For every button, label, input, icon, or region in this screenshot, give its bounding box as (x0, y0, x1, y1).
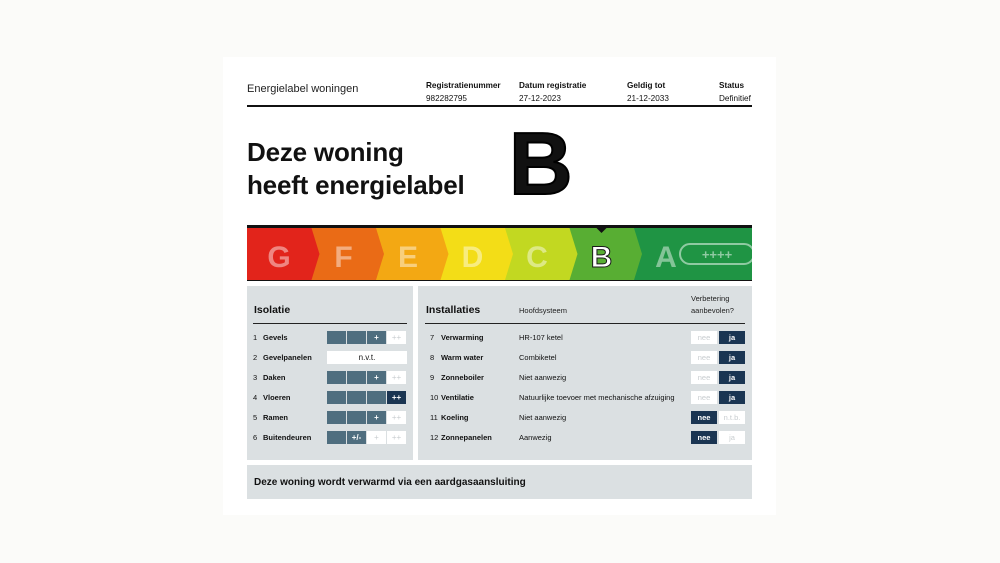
energy-class-d-label: D (461, 241, 484, 274)
row-number: 8 (430, 353, 435, 362)
row-number: 7 (430, 333, 435, 342)
rating-segment (327, 391, 346, 404)
verbetering-header-line-2: aanbevolen? (691, 306, 734, 315)
row-name: Daken (263, 373, 286, 382)
row-name: Gevelpanelen (263, 353, 312, 362)
installatie-row (426, 371, 746, 385)
headline-line-2: heeft energielabel (247, 170, 465, 200)
rating-segment: + (367, 331, 386, 344)
isolatie-row (253, 411, 408, 425)
energy-class-a-band (634, 228, 752, 280)
row-name: Buitendeuren (263, 433, 312, 442)
recommendation-yes: ja (719, 331, 745, 344)
registratienummer-label: Registratienummer (426, 81, 501, 90)
verbetering-header-line-1: Verbetering (691, 294, 730, 303)
isolatie-row (253, 371, 408, 385)
row-name: Ventilatie (441, 393, 474, 402)
rating-segment: + (367, 411, 386, 424)
rating-segment: + (367, 431, 386, 444)
rating-segment (347, 411, 366, 424)
recommendation-no: nee (691, 351, 717, 364)
energy-scale (247, 225, 752, 281)
row-name: Ramen (263, 413, 289, 422)
installaties-divider (425, 323, 745, 324)
recommendation-yes: ja (719, 431, 745, 444)
row-name: Verwarming (441, 333, 484, 342)
recommendation-no: nee (691, 411, 717, 424)
not-applicable-value: n.v.t. (327, 351, 407, 364)
status-value: Definitief (719, 94, 751, 103)
energy-class-g-label: G (267, 241, 291, 274)
recommendation-yes: ja (719, 391, 745, 404)
datum-registratie-label: Datum registratie (519, 81, 587, 90)
headline-line-1: Deze woning (247, 137, 404, 167)
main-system-value: Niet aanwezig (519, 413, 567, 422)
hoofdsysteem-header: Hoofdsysteem (519, 306, 567, 315)
energy-class-a-label: A (655, 241, 677, 274)
energy-class-e-label: E (397, 241, 419, 274)
heating-note: Deze woning wordt verwarmd via een aardgasaansluiting (254, 477, 526, 488)
datum-registratie-field (519, 79, 586, 105)
main-system-value: Combiketel (519, 353, 557, 362)
recommendation-yes: n.t.b. (719, 411, 745, 424)
registratienummer-field (426, 79, 501, 105)
rating-segment (327, 431, 346, 444)
rating-segment (367, 391, 386, 404)
row-number: 12 (430, 433, 439, 442)
row-number: 3 (253, 373, 258, 382)
main-system-value: Aanwezig (519, 433, 552, 442)
isolatie-row (253, 331, 408, 345)
row-name: Warm water (441, 353, 484, 362)
row-number: 2 (253, 353, 258, 362)
row-number: 6 (253, 433, 258, 442)
energy-class-f-label: F (334, 241, 353, 274)
recommendation-yes: ja (719, 371, 745, 384)
installatie-row (426, 391, 746, 405)
rating-segment (327, 371, 346, 384)
geldig-tot-label: Geldig tot (627, 81, 666, 90)
rating-segment: ++ (387, 411, 406, 424)
row-name: Gevels (263, 333, 288, 342)
installaties-title: Installaties (426, 304, 481, 316)
installatie-row (426, 411, 746, 425)
status-field (719, 79, 751, 105)
document-title: Energielabel woningen (247, 83, 359, 95)
registratienummer-value: 982282795 (426, 94, 467, 103)
row-number: 10 (430, 393, 439, 402)
energy-scale-graphic (247, 225, 752, 281)
isolatie-divider (253, 323, 407, 324)
row-name: Zonneboiler (441, 373, 484, 382)
rating-segment: ++ (387, 331, 406, 344)
main-system-value: HR-107 ketel (519, 333, 563, 342)
main-system-value: Niet aanwezig (519, 373, 567, 382)
main-system-value: Natuurlijke toevoer met mechanische afzuiging (519, 393, 675, 402)
geldig-tot-field (627, 79, 669, 105)
recommendation-no: nee (691, 431, 717, 444)
row-number: 5 (253, 413, 258, 422)
installatie-row (426, 331, 746, 345)
row-number: 1 (253, 333, 258, 342)
rating-segment (327, 411, 346, 424)
rating-segment (347, 331, 366, 344)
isolatie-row (253, 351, 408, 365)
row-name: Vloeren (263, 393, 291, 402)
energy-class-c-label: C (526, 241, 548, 274)
energy-class-b-label: B (590, 241, 613, 274)
recommendation-no: nee (691, 391, 717, 404)
isolatie-title: Isolatie (254, 304, 291, 316)
rating-segment: +/- (347, 431, 366, 444)
row-name: Koeling (441, 413, 469, 422)
installatie-row (426, 431, 746, 445)
geldig-tot-value: 21-12-2033 (627, 94, 669, 103)
row-name: Zonnepanelen (441, 433, 492, 442)
rating-segment: ++ (387, 431, 406, 444)
recommendation-no: nee (691, 371, 717, 384)
isolatie-row (253, 391, 408, 405)
recommendation-no: nee (691, 331, 717, 344)
isolatie-row (253, 431, 408, 445)
row-number: 9 (430, 373, 435, 382)
rating-segment (327, 331, 346, 344)
rating-segment: ++ (387, 391, 406, 404)
a-plus-badge-text: ++++ (701, 247, 733, 262)
row-number: 4 (253, 393, 258, 402)
header-divider (247, 105, 752, 107)
status-label: Status (719, 81, 745, 90)
energy-label-letter: B (509, 114, 573, 213)
recommendation-yes: ja (719, 351, 745, 364)
headline (247, 136, 464, 202)
installatie-row (426, 351, 746, 365)
rating-segment (347, 391, 366, 404)
rating-segment (347, 371, 366, 384)
rating-segment: ++ (387, 371, 406, 384)
rating-segment: + (367, 371, 386, 384)
verbetering-header (691, 293, 734, 317)
row-number: 11 (430, 413, 438, 422)
datum-registratie-value: 27-12-2023 (519, 94, 561, 103)
